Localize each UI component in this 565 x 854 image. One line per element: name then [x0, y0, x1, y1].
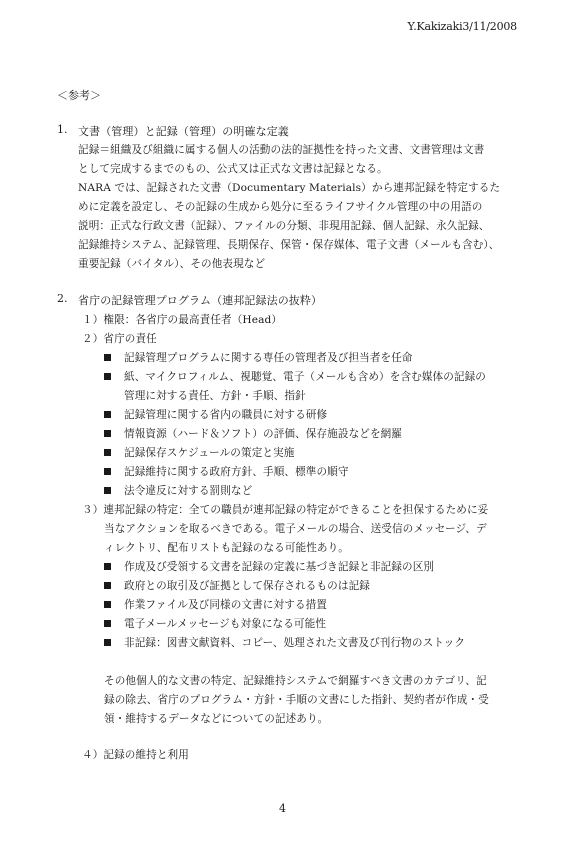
item2-bullet: 記録維持に関する政府方針、手順、標準の順守 [124, 466, 349, 478]
bullet-square-icon [104, 411, 111, 418]
item3-line: ３）連邦記録の特定：全ての職員が連邦記録の特定ができることを担保するために妥 [82, 504, 489, 516]
section1-line: 重要記録（バイタル）、その他表現など [78, 258, 266, 270]
item2-bullet-continued: 管理に対する責任、方針・手順、指針 [124, 390, 306, 402]
item3-bullet: 作業ファイル及び同様の文書に対する措置 [124, 599, 327, 611]
item3-bullet: 非記録：図書文献資料、コピー、処理された文書及び刊行物のストック [124, 637, 466, 649]
section1-line: 記録＝組織及び組織に属する個人の活動の法的証拠性を持った文書、文書管理は文書 [78, 144, 485, 156]
item2-bullet: 紙、マイクロフィルム、視聴覚、電子（メールも含め）を含む媒体の記録の [124, 371, 486, 383]
item3-bullet: 政府との取引及び証拠として保存されるものは記録 [124, 580, 370, 592]
bullet-square-icon [104, 430, 111, 437]
bullet-square-icon [104, 582, 111, 589]
section1-line: 説明：正式な行政文書（記録）、ファイルの分類、非現用記録、個人記録、永久記録、 [78, 220, 490, 232]
section1-line: として完成するまでのもの、公式又は正式な文書は記録となる。 [78, 163, 388, 175]
item2-bullet: 記録管理に関する省内の職員に対する研修 [124, 409, 328, 421]
bullet-square-icon [104, 601, 111, 608]
page-number: 4 [279, 802, 286, 815]
bullet-square-icon [104, 639, 111, 646]
bullet-square-icon [104, 373, 111, 380]
item2-bullet: 法令違反に対する罰則など [124, 485, 253, 497]
item3-paragraph-line: その他個人的な文書の特定、記録維持システムで網羅すべき文書のカテゴリ、記 [104, 675, 487, 687]
item3-bullet: 作成及び受領する文書を記録の定義に基づき記録と非記録の区別 [124, 561, 435, 573]
item3-paragraph-line: 録の除去、省庁のプログラム・方針・手順の文書にした指針、契約者が作成・受 [104, 694, 489, 706]
section2-item4: ４）記録の維持と利用 [82, 749, 189, 761]
bullet-square-icon [104, 487, 111, 494]
item2-bullet: 記録保存スケジュールの策定と実施 [124, 447, 295, 459]
bullet-square-icon [104, 468, 111, 475]
reference-label: ＜参考＞ [57, 89, 101, 102]
bullet-square-icon [104, 354, 111, 361]
item3-line: 当なアクションを取るべきである。電子メールの場合、送受信のメッセージ、デ [104, 523, 487, 535]
bullet-square-icon [104, 563, 111, 570]
author-date: Y.Kakizaki3/11/2008 [407, 20, 517, 33]
section2-title: 省庁の記録管理プログラム（連邦記録法の抜粋） [78, 294, 323, 307]
section2-item2: ２）省庁の責任 [82, 333, 157, 345]
item3-line: ィレクトリ、配布リストも記録のなる可能性あり。 [104, 542, 349, 554]
section1-number: 1. [57, 123, 68, 136]
item3-paragraph-line: 領・維持するデータなどについての記述あり。 [104, 713, 329, 725]
item2-bullet: 情報資源（ハード＆ソフト）の評価、保存施設などを網羅 [124, 428, 403, 440]
section2-item1: １）権限：各省庁の最高責任者（Head） [82, 314, 283, 326]
section1-line: めに定義を設定し、その記録の生成から処分に至るライフサイクル管理の中の用語の [78, 201, 483, 213]
section1-line: NARA では、記録された文書（Documentary Materials）から連邦記録を特定するた [78, 182, 501, 194]
item2-bullet: 記録管理プログラムに関する専任の管理者及び担当者を任命 [124, 352, 413, 364]
bullet-square-icon [104, 620, 111, 627]
section1-title: 文書（管理）と記録（管理）の明確な定義 [78, 125, 289, 138]
item3-bullet: 電子メールメッセージも対象になる可能性 [124, 618, 327, 630]
section1-line: 記録維持システム、記録管理、長期保存、保管・保存媒体、電子文書（メールも含む）、 [78, 239, 500, 251]
bullet-square-icon [104, 449, 111, 456]
section2-number: 2. [57, 292, 68, 305]
